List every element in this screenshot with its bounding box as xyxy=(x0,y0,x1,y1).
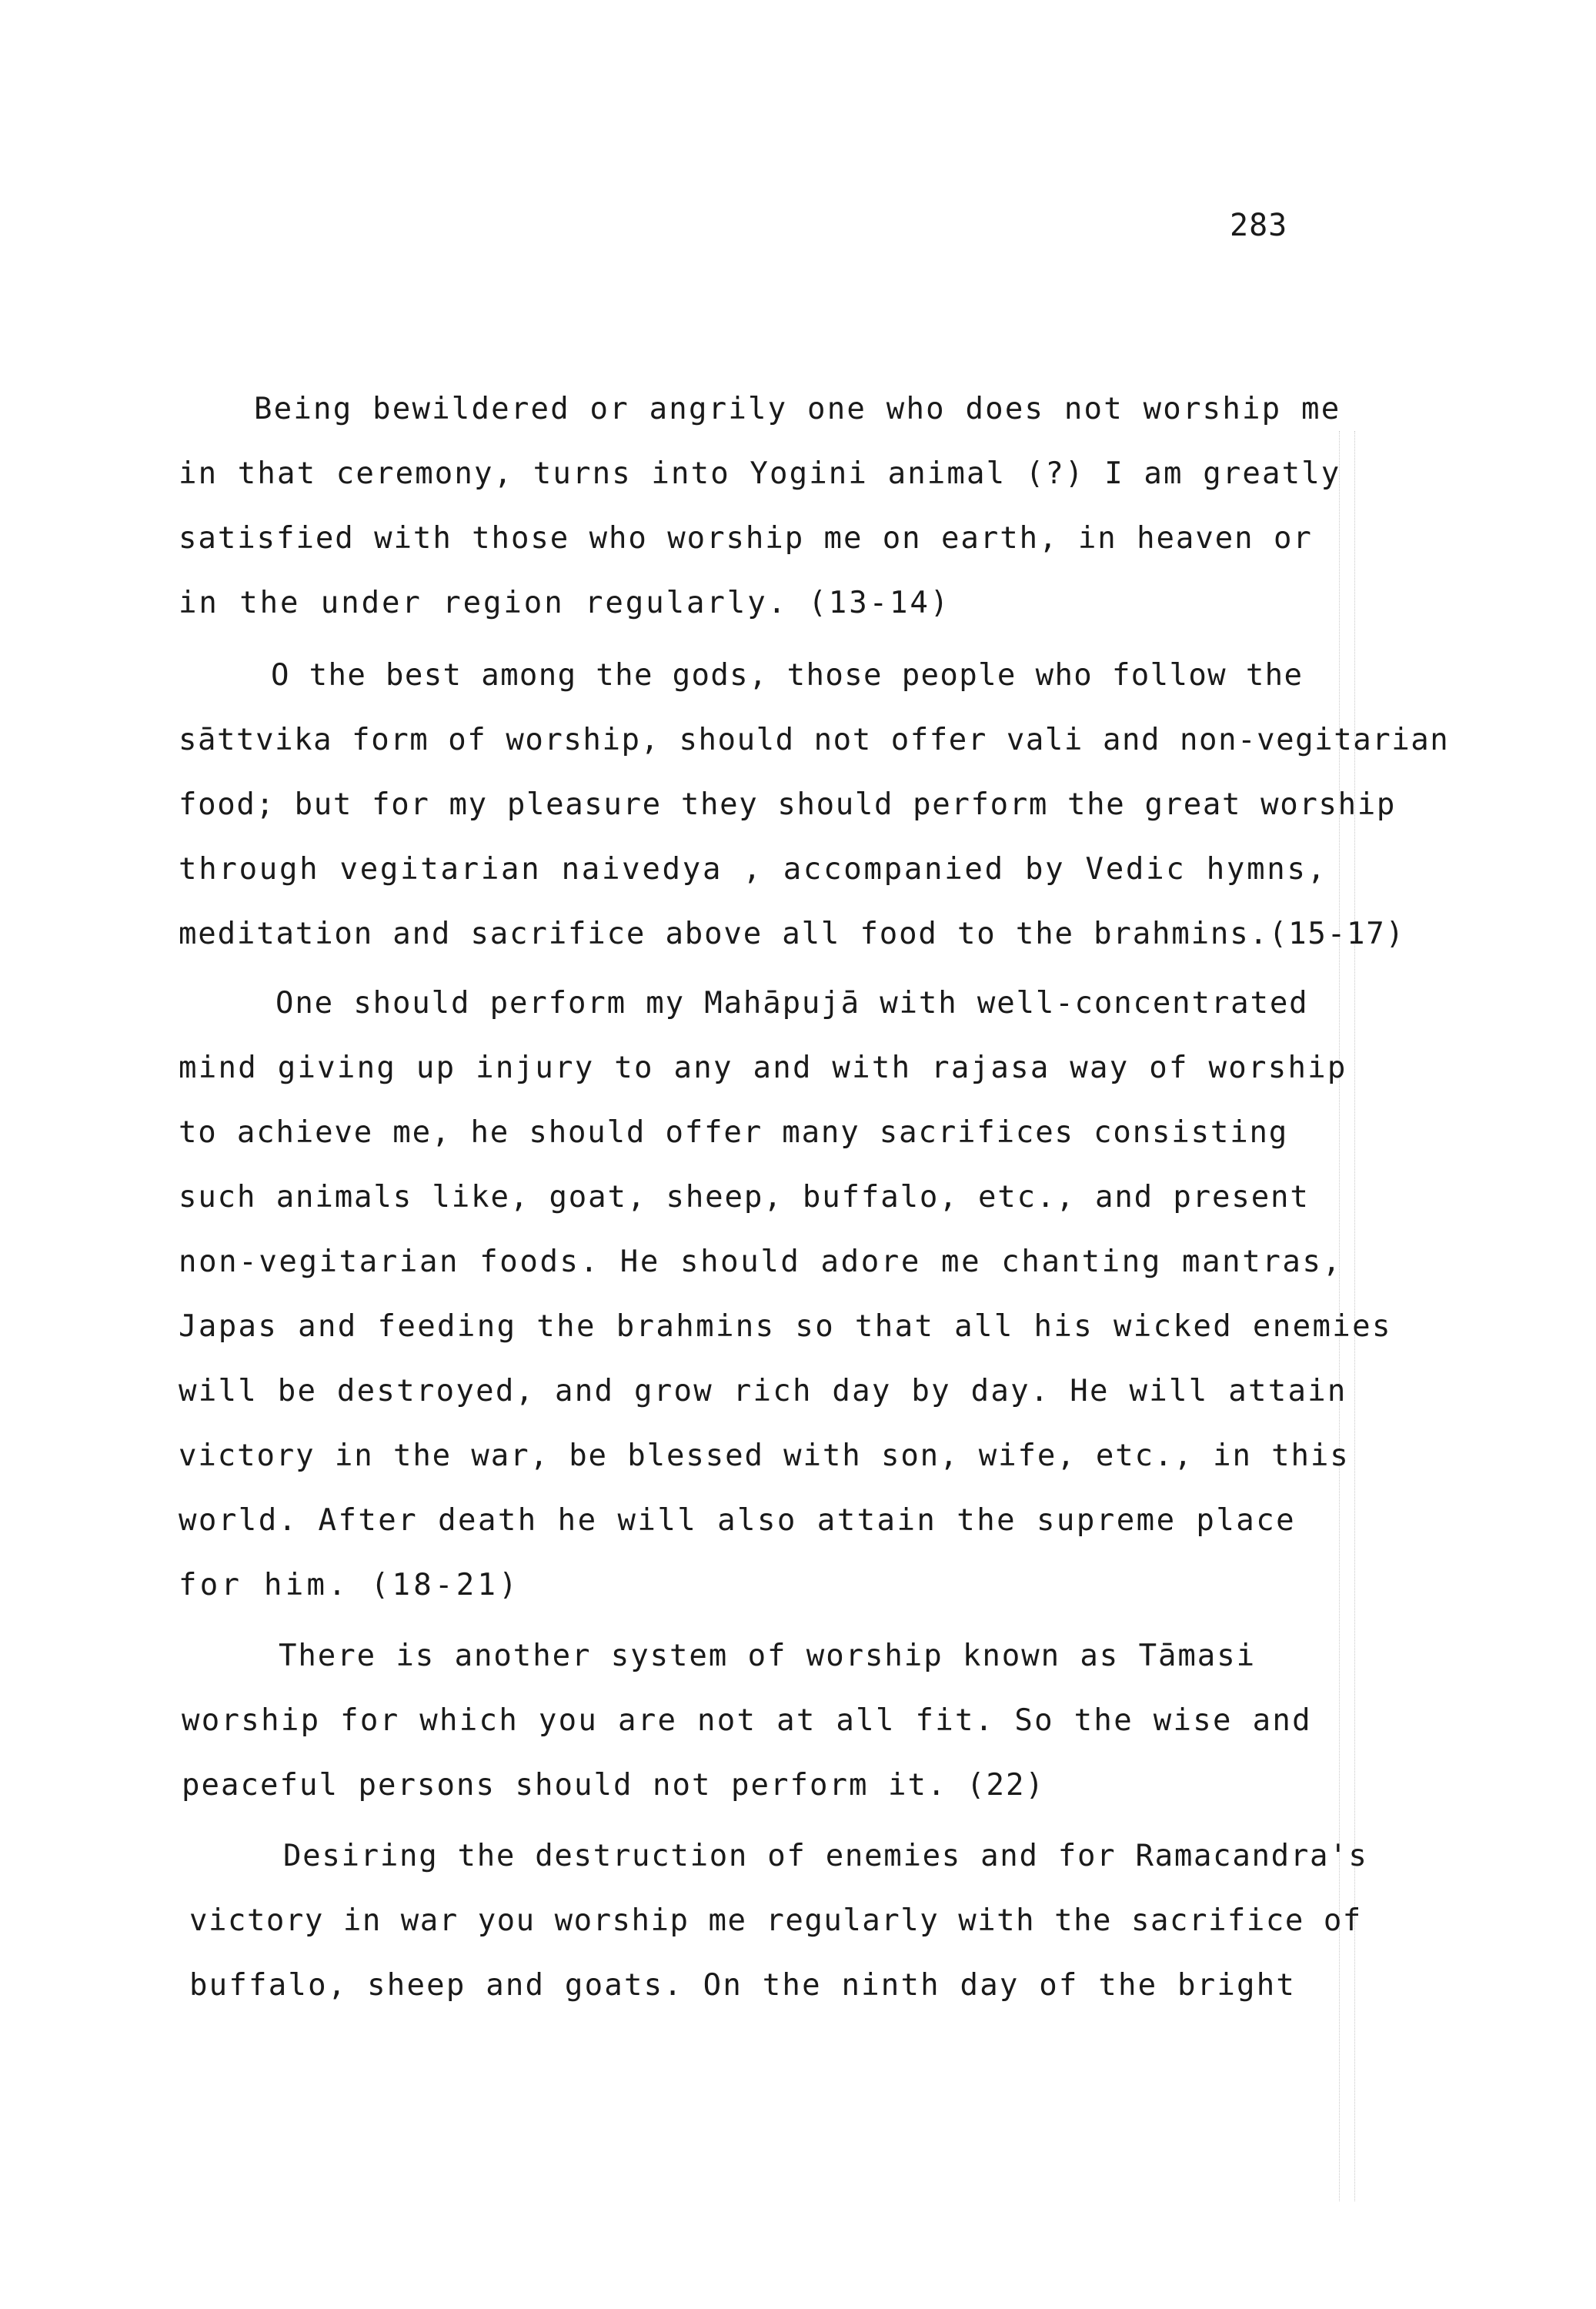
text-line: O the best among the gods, those people who follow the xyxy=(271,658,1304,693)
text-line: meditation and sacrifice above all food to the brahmins.(15-17) xyxy=(179,917,1405,951)
text-line: world. After death he will also attain the supreme place xyxy=(179,1503,1297,1538)
text-line: non-vegitarian foods. He should adore me chanting mantras, xyxy=(179,1245,1343,1279)
text-line: peaceful persons should not perform it. (22) xyxy=(182,1768,1045,1803)
text-line: victory in the war, be blessed with son, wife, etc., in this xyxy=(179,1439,1350,1473)
text-line: for him. (18-21) xyxy=(179,1568,520,1602)
text-line: satisfied with those who worship me on earth, in heaven or xyxy=(179,521,1313,556)
page-number: 283 xyxy=(1230,208,1288,243)
text-line: One should perform my Mahāpujā with well-concentrated xyxy=(275,986,1309,1021)
text-line: victory in war you worship me regularly with the sacrifice of xyxy=(189,1903,1362,1938)
text-line: mind giving up injury to any and with rajasa way of worship xyxy=(179,1051,1347,1085)
text-line: There is another system of worship known as Tāmasi xyxy=(279,1639,1256,1673)
text-line: Japas and feeding the brahmins so that all his wicked enemies xyxy=(179,1309,1392,1344)
text-line: food; but for my pleasure they should perform the great worship xyxy=(179,787,1396,822)
text-line: Desiring the destruction of enemies and for Ramacandra's xyxy=(283,1839,1368,1873)
text-line: sāttvika form of worship, should not offer vali and non-vegitarian xyxy=(179,723,1450,757)
text-line: in that ceremony, turns into Yogini animal (?) I am greatly xyxy=(179,456,1341,491)
text-line: through vegitarian naivedya , accompanied by Vedic hymns, xyxy=(179,852,1327,887)
text-line: worship for which you are not at all fit. So the wise and xyxy=(182,1703,1312,1738)
text-line: in the under region regularly. (13-14) xyxy=(179,586,951,620)
text-line: such animals like, goat, sheep, buffalo, etc., and present xyxy=(179,1180,1310,1215)
text-line: Being bewildered or angrily one who does not worship me xyxy=(254,392,1341,426)
text-line: to achieve me, he should offer many sacrifices consisting xyxy=(179,1115,1289,1150)
text-line: buffalo, sheep and goats. On the ninth day of the bright xyxy=(189,1968,1297,2003)
text-line: will be destroyed, and grow rich day by day. He will attain xyxy=(179,1374,1347,1408)
